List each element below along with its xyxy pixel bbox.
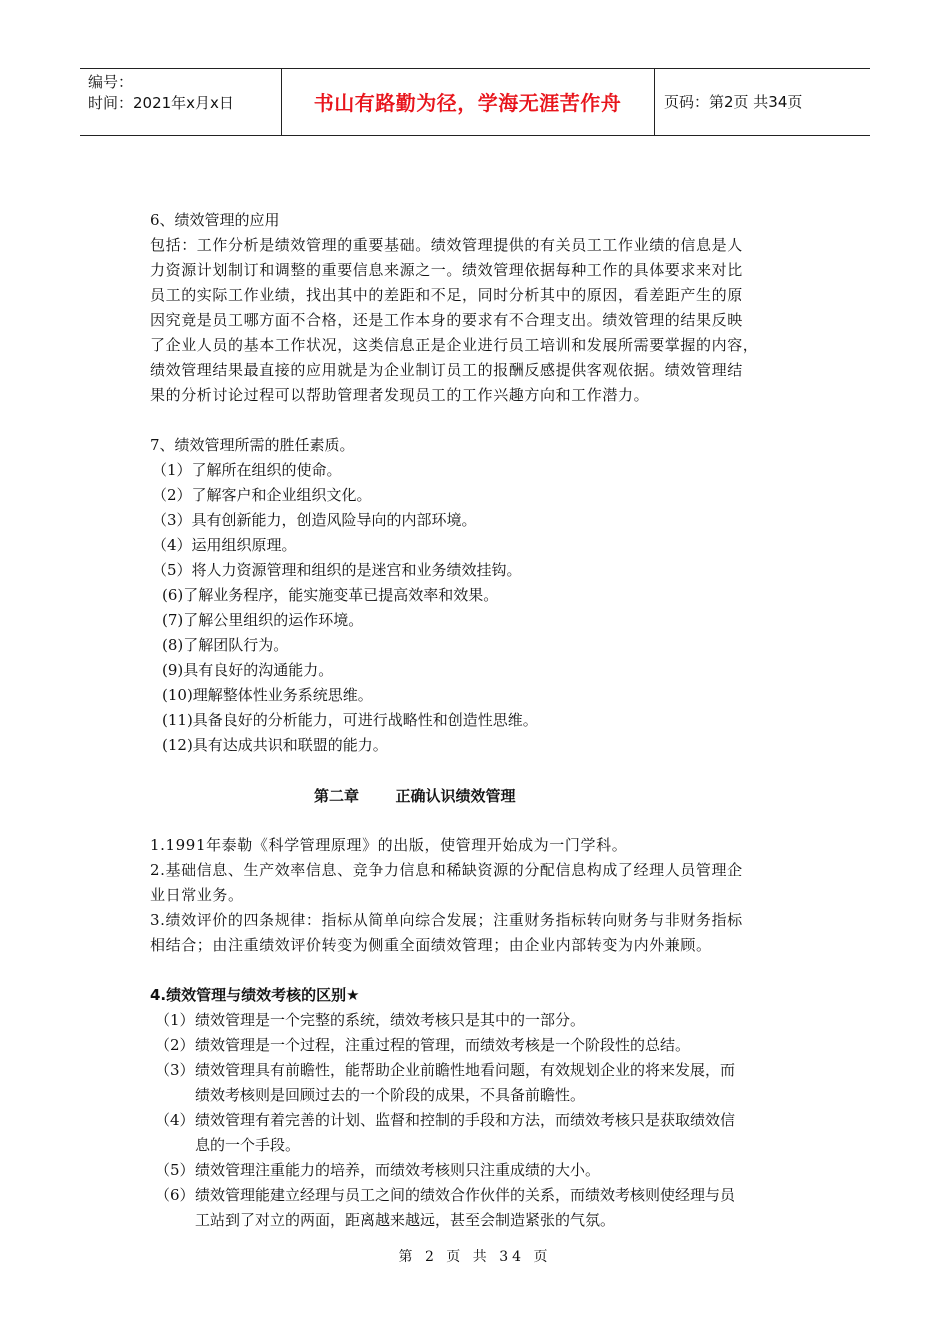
section6-line: 了企业人员的基本工作状况，这类信息正是企业进行员工培训和发展所需要掌握的内容， <box>150 336 759 354</box>
section6-line: 绩效管理结果最直接的应用就是为企业制订员工的报酬反感提供客观依据。绩效管理结 <box>150 361 743 379</box>
point-line: 业日常业务。 <box>150 886 244 904</box>
section7-item: (6)了解业务程序，能实施变革已提高效率和效果。 <box>162 586 499 604</box>
section7-item: (7)了解公里组织的运作环境。 <box>162 611 364 629</box>
section6-line: 果的分析讨论过程可以帮助管理者发现员工的工作兴趣方向和工作潜力。 <box>150 386 650 404</box>
section7-item: (11)具备良好的分析能力，可进行战略性和创造性思维。 <box>162 711 538 729</box>
section7-item: （1）了解所在组织的使命。 <box>152 461 342 479</box>
section6-line: 力资源计划制订和调整的重要信息来源之一。绩效管理依据每种工作的具体要求来对比 <box>150 261 743 279</box>
section6-title: 6、绩效管理的应用 <box>150 211 280 229</box>
section4-item-number: （2） <box>155 1036 195 1054</box>
header-date-label: 时间：2021年x月x日 <box>88 94 234 112</box>
header-info <box>88 72 234 114</box>
section4-title: 4.绩效管理与绩效考核的区别★ <box>150 986 360 1004</box>
section4-item-number: （1） <box>155 1011 195 1029</box>
section7-item: （5）将人力资源管理和组织的是迷宫和业务绩效挂钩。 <box>152 561 522 579</box>
section4-item-text: 绩效管理具有前瞻性，能帮助企业前瞻性地看问题，有效规划企业的将来发展，而 <box>195 1061 736 1079</box>
header-bottom-rule <box>80 135 870 136</box>
section4-item-text: 工站到了对立的两面，距离越来越远，甚至会制造紧张的气氛。 <box>195 1211 616 1229</box>
header-code-label: 编号： <box>88 73 134 91</box>
section4-item-text: 息的一个手段。 <box>195 1136 301 1154</box>
section4-item-text: 绩效考核则是回顾过去的一个阶段的成果，不具备前瞻性。 <box>195 1086 586 1104</box>
section4-item-text: 绩效管理有着完善的计划、监督和控制的手段和方法，而绩效考核只是获取绩效信 <box>195 1111 736 1129</box>
header-divider-right <box>654 68 655 135</box>
section7-item: （4）运用组织原理。 <box>152 536 297 554</box>
section7-item: (10)理解整体性业务系统思维。 <box>162 686 373 704</box>
section7-item: (12)具有达成共识和联盟的能力。 <box>162 736 388 754</box>
section7-item: (9)具有良好的沟通能力。 <box>162 661 334 679</box>
section4-item-number: （6） <box>155 1186 195 1204</box>
section7-item: （3）具有创新能力，创造风险导向的内部环境。 <box>152 511 477 529</box>
section4-item-text: 绩效管理是一个过程，注重过程的管理，而绩效考核是一个阶段性的总结。 <box>195 1036 691 1054</box>
section6-line: 员工的实际工作业绩，找出其中的差距和不足，同时分析其中的原因，看差距产生的原 <box>150 286 743 304</box>
point-line: 1.1991年泰勒《科学管理原理》的出版，使管理开始成为一门学科。 <box>150 836 628 854</box>
section4-item-number: （5） <box>155 1161 195 1179</box>
section4-item-text: 绩效管理注重能力的培养，而绩效考核则只注重成绩的大小。 <box>195 1161 601 1179</box>
point-line: 3.绩效评价的四条规律：指标从简单向综合发展；注重财务指标转向财务与非财务指标 <box>150 911 743 929</box>
section4-item-number: （3） <box>155 1061 195 1079</box>
section7-item: (8)了解团队行为。 <box>162 636 289 654</box>
chapter-title: 第二章 正确认识绩效管理 <box>314 787 516 805</box>
section7-item: （2）了解客户和企业组织文化。 <box>152 486 372 504</box>
point-line: 2.基础信息、生产效率信息、竞争力信息和稀缺资源的分配信息构成了经理人员管理企 <box>150 861 743 879</box>
header-motto: 书山有路勤为径，学海无涯苦作舟 <box>313 91 622 115</box>
section6-line: 因究竟是员工哪方面不合格，还是工作本身的要求有不合理支出。绩效管理的结果反映 <box>150 311 743 329</box>
page-footer: 第 2 页 共 34 页 <box>398 1249 552 1265</box>
section6-line: 包括：工作分析是绩效管理的重要基础。绩效管理提供的有关员工工作业绩的信息是人 <box>150 236 743 254</box>
point-line: 相结合；由注重绩效评价转变为侧重全面绩效管理；由企业内部转变为内外兼顾。 <box>150 936 712 954</box>
section7-title: 7、绩效管理所需的胜任素质。 <box>150 436 355 454</box>
section4-item-text: 绩效管理是一个完整的系统，绩效考核只是其中的一部分。 <box>195 1011 586 1029</box>
section4-item-number: （4） <box>155 1111 195 1129</box>
section4-item-text: 绩效管理能建立经理与员工之间的绩效合作伙伴的关系，而绩效考核则使经理与员 <box>195 1186 736 1204</box>
header-page-label: 页码：第2页 共34页 <box>664 93 803 111</box>
